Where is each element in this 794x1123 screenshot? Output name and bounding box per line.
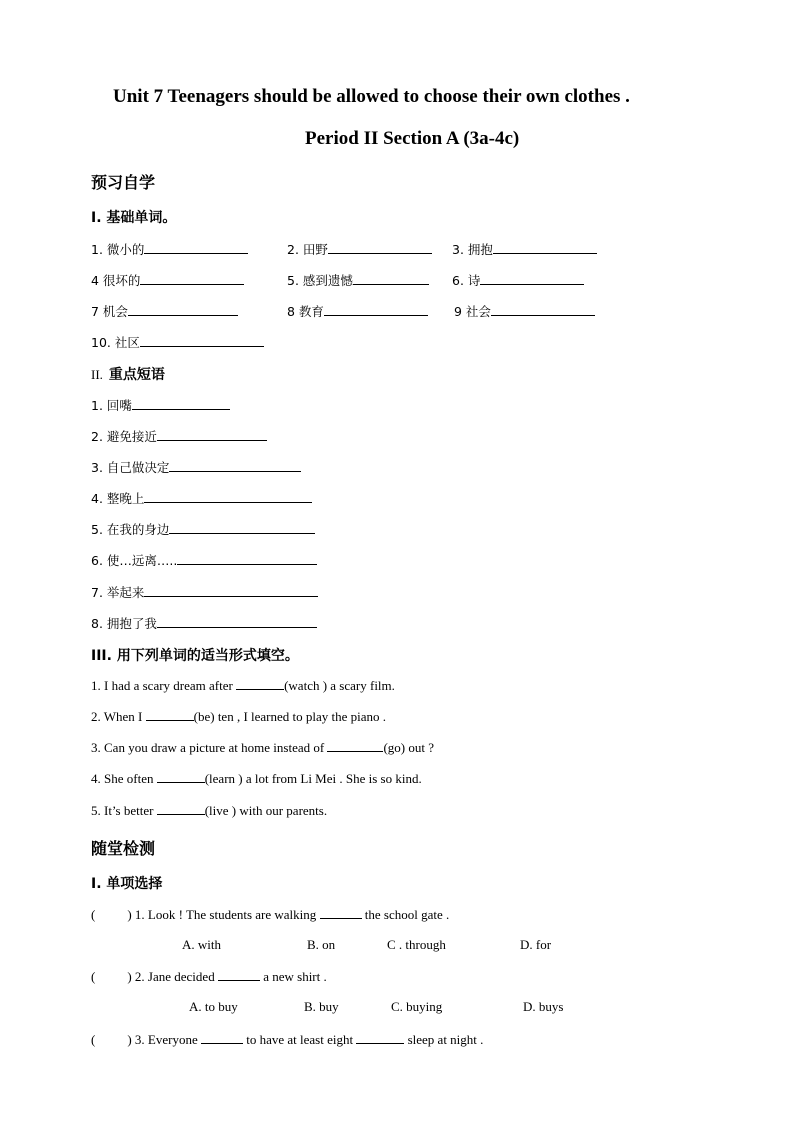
page-title: Unit 7 Teenagers should be allowed to choose their own clothes . (113, 86, 630, 107)
phrase-item: 7. 举起来 (91, 583, 318, 601)
answer-blank[interactable] (169, 459, 301, 472)
answer-blank[interactable] (157, 770, 205, 783)
phrase-item: 2. 避免接近 (91, 427, 267, 445)
answer-blank[interactable] (218, 968, 260, 981)
fill-item: 3. Can you draw a picture at home instead of (go) out ? (91, 740, 435, 755)
option-b[interactable]: B. buy (304, 999, 339, 1014)
answer-blank[interactable] (128, 303, 238, 316)
phrase-item: 1. 回嘴 (91, 396, 230, 414)
page-subtitle: Period II Section A (3a-4c) (305, 128, 520, 149)
answer-blank[interactable] (157, 428, 267, 441)
answer-blank[interactable] (491, 303, 595, 316)
fill-item: 4. She often (learn ) a lot from Li Mei . She is so kind. (91, 771, 422, 786)
answer-blank[interactable] (157, 802, 205, 815)
option-a[interactable]: A. to buy (189, 999, 238, 1014)
vocab-item: 3. 拥抱 (452, 240, 597, 258)
part3-heading: III. 用下列单词的适当形式填空。 (91, 648, 299, 664)
part1-heading: I. 基础单词。 (91, 210, 177, 226)
phrase-item: 5. 在我的身边 (91, 520, 315, 538)
answer-blank[interactable] (356, 1031, 404, 1044)
test-part1-heading: I. 单项选择 (91, 876, 163, 892)
answer-blank[interactable] (144, 490, 312, 503)
phrase-item: 4. 整晚上 (91, 489, 312, 507)
test-heading: 随堂检测 (91, 839, 156, 858)
vocab-item: 2. 田野 (287, 240, 432, 258)
answer-blank[interactable] (144, 241, 248, 254)
phrase-item: 3. 自己做决定 (91, 458, 301, 476)
answer-blank[interactable] (177, 552, 317, 565)
answer-blank[interactable] (327, 739, 383, 752)
answer-blank[interactable] (144, 584, 318, 597)
part2-heading: II. 重点短语 (91, 367, 165, 383)
answer-blank[interactable] (169, 521, 315, 534)
preview-heading: 预习自学 (91, 173, 156, 192)
answer-blank[interactable] (328, 241, 432, 254)
vocab-item: 8 教育 (287, 302, 428, 320)
vocab-item: 5. 感到遗憾 (287, 271, 429, 289)
option-c[interactable]: C . through (387, 937, 446, 952)
answer-blank[interactable] (146, 708, 194, 721)
vocab-item: 1. 微小的 (91, 240, 248, 258)
answer-blank[interactable] (324, 303, 428, 316)
option-d[interactable]: D. for (520, 937, 552, 952)
answer-blank[interactable] (132, 397, 230, 410)
fill-item: 2. When I (be) ten , I learned to play the piano . (91, 709, 387, 724)
fill-item: 5. It’s better (live ) with our parents. (91, 803, 328, 818)
option-c[interactable]: C. buying (391, 999, 443, 1014)
answer-blank[interactable] (236, 677, 284, 690)
option-d[interactable]: D. buys (523, 999, 564, 1014)
answer-blank[interactable] (157, 615, 317, 628)
vocab-item: 6. 诗 (452, 271, 584, 289)
answer-blank[interactable] (140, 272, 244, 285)
answer-blank[interactable] (140, 334, 264, 347)
answer-blank[interactable] (353, 272, 429, 285)
vocab-item: 7 机会 (91, 302, 238, 320)
vocab-item: 9 社会 (454, 302, 595, 320)
question-3: ( ) 3. Everyone to have at least eight sleep at night . (91, 1032, 484, 1047)
question-1: ( ) 1. Look ! The students are walking the school gate . (91, 907, 450, 922)
fill-item: 1. I had a scary dream after (watch ) a scary film. (91, 678, 395, 693)
answer-blank[interactable] (201, 1031, 243, 1044)
question-2: ( ) 2. Jane decided a new shirt . (91, 969, 327, 984)
option-a[interactable]: A. with (182, 937, 221, 952)
option-b[interactable]: B. on (307, 937, 336, 952)
vocab-item: 10. 社区 (91, 333, 264, 351)
phrase-item: 6. 使…远离….. (91, 551, 317, 569)
vocab-item: 4 很坏的 (91, 271, 244, 289)
answer-blank[interactable] (320, 906, 362, 919)
phrase-item: 8. 拥抱了我 (91, 614, 317, 632)
answer-blank[interactable] (480, 272, 584, 285)
answer-blank[interactable] (493, 241, 597, 254)
